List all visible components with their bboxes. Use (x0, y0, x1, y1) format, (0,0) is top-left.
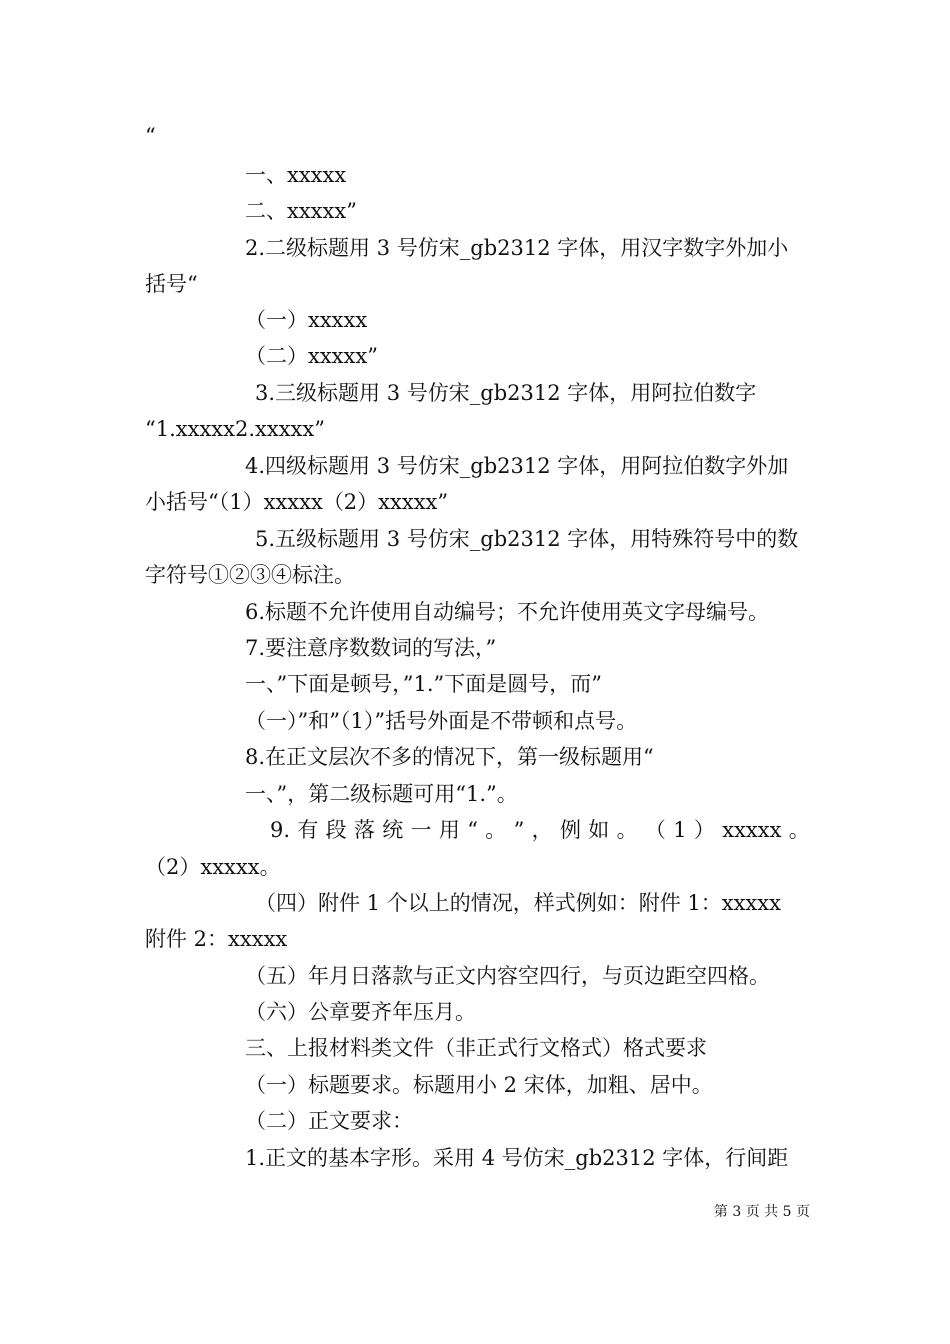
text-line: “ (145, 124, 156, 148)
text-line: 二、xxxxx” (245, 199, 357, 223)
text-fragment: （ (644, 818, 666, 842)
text-line: “1.xxxxx2.xxxxx” (145, 417, 325, 441)
text-fragment: 有 (297, 818, 319, 842)
text-line: （一）”和”（1）”括号外面是不带顿和点号。 (245, 709, 638, 733)
text-line: （一）标题要求。标题用小 2 宋体，加粗、居中。 (245, 1073, 713, 1097)
text-line: 5.五级标题用 3 号仿宋_gb2312 字体，用特殊符号中的数 (255, 527, 799, 551)
text-fragment: 。 (788, 818, 810, 842)
text-line: 附件 2：xxxxx (145, 927, 288, 951)
text-line: （二）正文要求： (245, 1109, 413, 1133)
text-line: 字符号①②③④标注。 (145, 563, 355, 587)
text-fragment: 9. (270, 818, 291, 842)
text-line-justified (270, 815, 810, 845)
text-fragment: 如 (588, 818, 610, 842)
text-fragment: ） (693, 818, 715, 842)
text-line: 6.标题不允许使用自动编号；不允许使用英文字母编号。 (245, 600, 770, 624)
text-line: 一、”下面是顿号，”1.”下面是圆号，而” (245, 672, 602, 696)
text-line: 3.三级标题用 3 号仿宋_gb2312 字体，用阿拉伯数字 (255, 381, 757, 405)
text-line: 2.二级标题用 3 号仿宋_gb2312 字体，用汉字数字外加小 (245, 236, 789, 260)
text-fragment: ” (513, 818, 525, 842)
text-fragment: xxxxx (722, 818, 782, 842)
text-line: （五）年月日落款与正文内容空四行，与页边距空四格。 (245, 964, 770, 988)
text-line: 4.四级标题用 3 号仿宋_gb2312 字体，用阿拉伯数字外加 (245, 454, 789, 478)
text-fragment: 一 (410, 818, 432, 842)
text-line: （四）附件 1 个以上的情况，样式例如：附件 1：xxxxx (255, 891, 781, 915)
text-fragment: 段 (325, 818, 347, 842)
text-fragment: 落 (353, 818, 375, 842)
text-line: 1.正文的基本字形。采用 4 号仿宋_gb2312 字体，行间距 (245, 1146, 789, 1170)
text-line: 一、xxxxx (245, 163, 347, 187)
text-line: 7.要注意序数数词的写法，” (245, 636, 497, 660)
text-line: 一、”，第二级标题可用“1.”。 (245, 782, 518, 806)
text-fragment: 。 (485, 818, 507, 842)
text-line: 三、上报材料类文件（非正式行文格式）格式要求 (245, 1036, 707, 1060)
text-fragment: 例 (559, 818, 581, 842)
text-line: （2）xxxxx。 (145, 855, 281, 879)
text-fragment: 用 (438, 818, 460, 842)
text-line: （一）xxxxx (245, 308, 368, 332)
text-fragment: 1 (673, 818, 687, 842)
text-fragment: ， (531, 818, 553, 842)
text-line: （二）xxxxx” (245, 344, 378, 368)
text-line: 8.在正文层次不多的情况下，第一级标题用“ (245, 745, 654, 769)
text-fragment: “ (467, 818, 478, 842)
page-number-footer: 第 3 页 共 5 页 (713, 1204, 810, 1220)
text-fragment: 。 (616, 818, 638, 842)
text-line: 小括号“（1）xxxxx（2）xxxxx” (145, 490, 449, 514)
text-fragment: 统 (382, 818, 404, 842)
text-line: 括号“ (145, 272, 198, 296)
text-line: （六）公章要齐年压月。 (245, 1000, 476, 1024)
